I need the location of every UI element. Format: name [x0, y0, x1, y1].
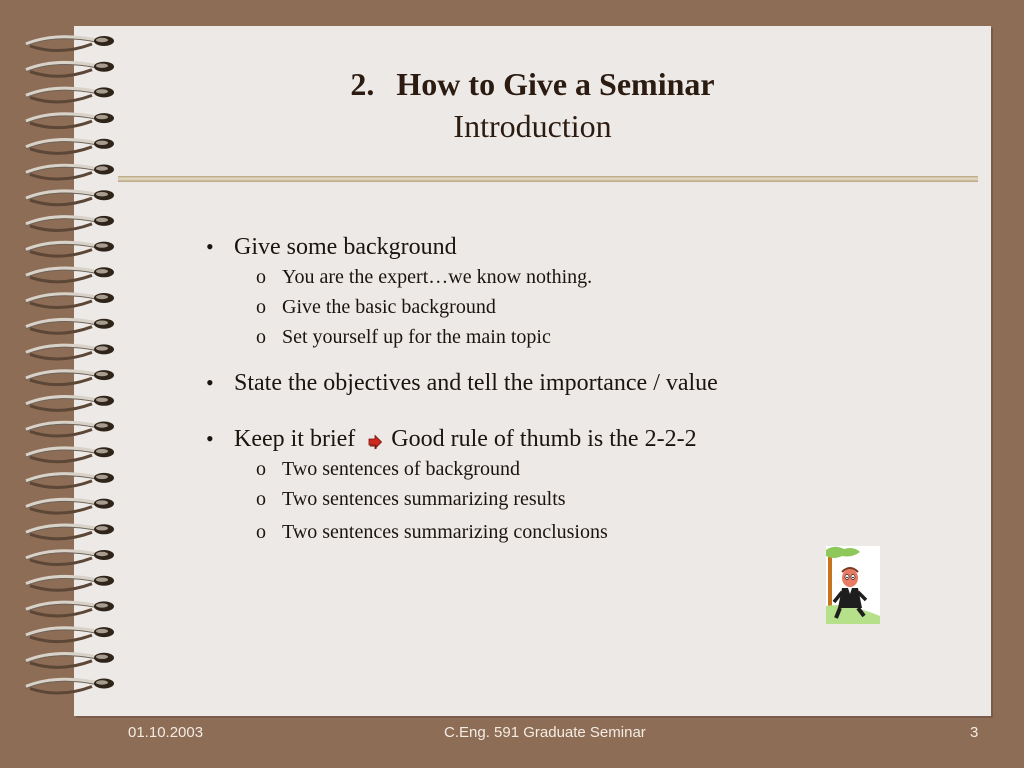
bullet-item [206, 368, 966, 398]
red-arrow-icon [367, 434, 383, 450]
slide-title [74, 64, 991, 146]
sub-bullet-marker: o [256, 521, 266, 543]
sub-bullet-item [206, 262, 966, 292]
sub-bullet-text: Two sentences summarizing conclusions [282, 521, 608, 543]
sub-bullet-marker: o [256, 458, 266, 480]
sub-bullet-item [206, 517, 966, 547]
title-main [74, 64, 991, 104]
footer-course: C.Eng. 591 Graduate Seminar [444, 724, 646, 741]
footer-date: 01.10.2003 [128, 724, 204, 741]
sub-bullet-marker: o [256, 266, 266, 288]
bullet-text: State the objectives and tell the importance / value [234, 370, 718, 396]
bullet-marker: • [206, 234, 214, 259]
footer-page-number: 3 [970, 724, 979, 741]
man-walking-clipart-icon [826, 546, 880, 624]
sub-bullet-text: You are the expert…we know nothing. [282, 266, 593, 288]
bullet-text-after: Good rule of thumb is the 2-2-2 [391, 426, 697, 452]
sub-bullet-marker: o [256, 488, 266, 510]
sub-bullet-text: Two sentences of background [282, 458, 520, 480]
bullet-item [206, 424, 966, 454]
sub-bullet-text: Set yourself up for the main topic [282, 326, 551, 348]
title-text: How to Give a Seminar [396, 66, 715, 102]
sub-bullet-text: Two sentences summarizing results [282, 488, 566, 510]
bullet-item [206, 232, 966, 262]
sub-bullet-item [206, 484, 966, 514]
sub-bullet-marker: o [256, 326, 266, 348]
title-number: 2. [350, 66, 375, 102]
sub-bullet-item [206, 292, 966, 322]
title-divider [118, 176, 978, 182]
slide-content [206, 232, 966, 547]
sub-bullet-marker: o [256, 296, 266, 318]
sub-bullet-text: Give the basic background [282, 296, 496, 318]
sub-bullet-item [206, 454, 966, 484]
bullet-marker: • [206, 370, 214, 395]
title-subtitle: Introduction [453, 108, 612, 144]
sub-bullet-item [206, 322, 966, 352]
bullet-text: Give some background [234, 234, 457, 260]
bullet-marker: • [206, 426, 214, 451]
bullet-text-before: Keep it brief [234, 426, 356, 452]
